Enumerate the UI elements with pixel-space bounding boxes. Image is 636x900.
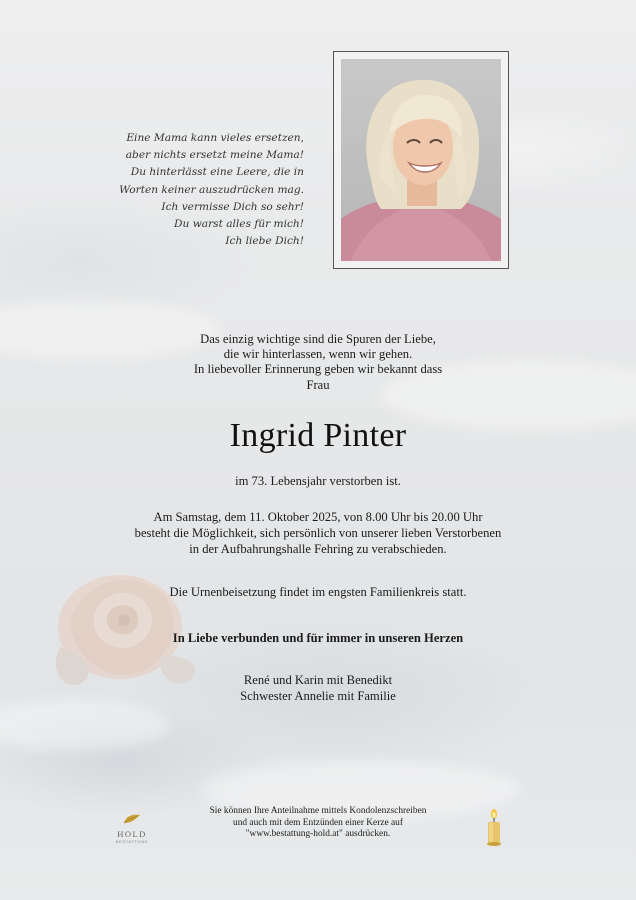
service-line: in der Aufbahrungshalle Fehring zu verabschieden. (189, 542, 447, 556)
intro-line: Das einzig wichtige sind die Spuren der Liebe, (200, 332, 436, 346)
footer-line: und auch mit dem Entzünden einer Kerze auf (233, 817, 403, 828)
service-info (0, 509, 636, 557)
hold-logo-icon (112, 812, 152, 846)
mourner-line: Schwester Annelie mit Familie (240, 689, 396, 703)
mourner-line: René und Karin mit Benedikt (243, 673, 393, 687)
poem-line: Ich vermisse Dich so sehr! (161, 200, 304, 213)
intro-line: Frau (306, 377, 330, 392)
portrait-frame (333, 51, 509, 269)
service-line: Am Samstag, dem 11. Oktober 2025, von 8.00 Uhr bis 20.00 Uhr (153, 510, 483, 524)
logo-name: HOLD (117, 829, 147, 839)
portrait-photo (341, 59, 501, 261)
poem-line: Eine Mama kann vieles ersetzen, (126, 132, 304, 144)
service-line: besteht die Möglichkeit, sich persönlich von unserer lieben Verstorbenen (134, 526, 502, 540)
poem (90, 130, 304, 250)
poem-line: Du hinterlässt eine Leere, die in (130, 166, 304, 179)
intro-line: die wir hinterlassen, wenn wir gehen. (223, 347, 413, 362)
condolence-note (0, 806, 636, 841)
logo-leaf-icon (122, 813, 142, 825)
footer-line: Sie können Ihre Anteilnahme mittels Kondolenzschreiben (209, 806, 427, 816)
poem-line: Du warst alles für mich! (174, 218, 304, 231)
urn-info: Die Urnenbeisetzung findet im engsten Familienkreis statt. (169, 585, 467, 599)
rose-image (40, 552, 210, 692)
candle-icon[interactable] (484, 808, 504, 846)
footer-line[interactable]: "www.bestattung-hold.at" ausdrücken. (245, 829, 391, 840)
motto: In Liebe verbunden und für immer in unseren Herzen (172, 631, 464, 645)
deceased-name: Ingrid Pinter (229, 417, 407, 454)
poem-line: Ich liebe Dich! (225, 235, 304, 248)
poem-line: aber nichts ersetzt meine Mama! (125, 149, 304, 162)
age-line: im 73. Lebensjahr verstorben ist. (235, 474, 401, 488)
intro-text (0, 332, 636, 393)
mourners (0, 672, 636, 704)
logo-subtitle: BESTATTUNG (115, 839, 149, 844)
intro-line: In liebevoller Erinnerung geben wir bekannt dass (193, 362, 443, 377)
poem-line: Worten keiner auszudrücken mag. (119, 183, 304, 196)
